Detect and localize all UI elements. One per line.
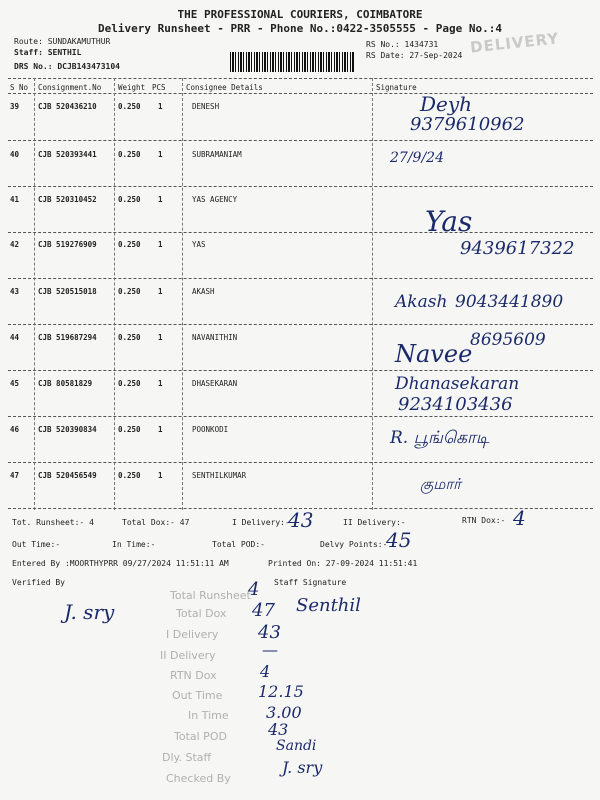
- col-sno: S No: [10, 83, 29, 92]
- stamp-value: 43: [258, 622, 281, 643]
- stamp-value: 43: [268, 720, 289, 739]
- row-pcs: 1: [158, 240, 163, 249]
- verified-by-label: Verified By: [12, 578, 65, 587]
- stamp-label: RTN Dox: [170, 669, 217, 682]
- row-phone: 9379610962: [410, 114, 525, 135]
- row-rule: [8, 186, 593, 187]
- row-pcs: 1: [158, 379, 163, 388]
- row-rule: [8, 324, 593, 325]
- in-time-label: In Time:-: [112, 540, 156, 549]
- row-consignee: DHASEKARAN: [192, 379, 238, 388]
- stamp-value: 12.15: [258, 682, 304, 701]
- i-delivery-label: I Delivery:-: [232, 518, 290, 527]
- row-rule: [8, 232, 593, 233]
- stamp-value: 3.00: [266, 703, 302, 722]
- drs-number: DRS No.: DCJB143473104: [14, 62, 120, 71]
- total-pod-label: Total POD:-: [212, 540, 265, 549]
- stamp-value: —: [262, 640, 278, 659]
- row-pcs: 1: [158, 195, 163, 204]
- rs-date: RS Date: 27-Sep-2024: [366, 51, 463, 60]
- row-pcs: 1: [158, 287, 163, 296]
- row-rule: [8, 140, 593, 141]
- col-signature: Signature: [376, 83, 417, 92]
- row-sno: 40: [10, 150, 20, 159]
- row-consignment: CJB 519687294: [38, 333, 97, 342]
- col-consignee: Consignee Details: [186, 83, 263, 92]
- row-pcs: 1: [158, 150, 163, 159]
- dly-staff-signature: Sandi: [276, 738, 317, 754]
- row-sno: 43: [10, 287, 20, 296]
- row-consignment: CJB 519276909: [38, 240, 97, 249]
- rtn-dox-label: RTN Dox:-: [462, 516, 506, 525]
- row-sno: 46: [10, 425, 20, 434]
- total-runsheet: Tot. Runsheet:- 4: [12, 518, 94, 527]
- stamp-label: Checked By: [166, 772, 231, 785]
- row-sno: 42: [10, 240, 20, 249]
- row-consignee: SUBRAMANIAM: [192, 150, 242, 159]
- row-sno: 47: [10, 471, 20, 480]
- row-phone: 8695609: [470, 330, 546, 350]
- row-sno: 41: [10, 195, 20, 204]
- row-weight: 0.250: [118, 102, 141, 111]
- runsheet-subtitle: Delivery Runsheet - PRR - Phone No.:0422-3505555 - Page No.:4: [98, 22, 502, 35]
- company-title: THE PROFESSIONAL COURIERS, COIMBATORE: [177, 8, 423, 21]
- stamp-label: In Time: [188, 709, 229, 722]
- row-consignee: AKASH: [192, 287, 215, 296]
- staff-signature-label: Staff Signature: [274, 578, 347, 587]
- stamp-value: 4: [260, 662, 271, 681]
- stamp-value: 4: [248, 579, 260, 600]
- row-sno: 39: [10, 102, 20, 111]
- row-signature: Navee: [395, 340, 473, 368]
- row-weight: 0.250: [118, 471, 141, 480]
- col-divider: [114, 78, 115, 510]
- stamp-label: Total POD: [174, 730, 227, 743]
- col-pcs: PCS: [152, 83, 166, 92]
- stamp-label: I Delivery: [166, 628, 219, 641]
- row-consignment: CJB 520393441: [38, 150, 97, 159]
- row-signature: Akash: [395, 292, 448, 312]
- staff-signature: Senthil: [296, 595, 361, 616]
- row-consignee: YAS: [192, 240, 206, 249]
- row-consignee: YAS AGENCY: [192, 195, 238, 204]
- rtn-dox-value: 4: [513, 506, 526, 530]
- row-rule: [8, 370, 593, 371]
- row-consignee: DENESH: [192, 102, 220, 111]
- row-weight: 0.250: [118, 240, 141, 249]
- row-consignment: CJB 520390834: [38, 425, 97, 434]
- row-weight: 0.250: [118, 150, 141, 159]
- stamp-label: Dly. Staff: [162, 751, 212, 764]
- ii-delivery-label: II Delivery:-: [343, 518, 406, 527]
- route-label: Route: SUNDAKAMUTHUR: [14, 37, 111, 46]
- row-signature: R. பூங்கொடி: [390, 428, 490, 448]
- stamp-label: Total Dox: [176, 607, 227, 620]
- rs-number: RS No.: 1434731: [366, 40, 439, 49]
- col-divider: [182, 78, 183, 510]
- total-dox: Total Dox:- 47: [122, 518, 190, 527]
- row-consignment: CJB 520456549: [38, 471, 97, 480]
- delvy-points-value: 45: [386, 528, 412, 552]
- row-rule: [8, 278, 593, 279]
- row-rule: [8, 416, 593, 417]
- row-sno: 45: [10, 379, 20, 388]
- col-divider: [372, 78, 373, 510]
- row-consignment: CJB 520310452: [38, 195, 97, 204]
- row-weight: 0.250: [118, 425, 141, 434]
- i-delivery-value: 43: [288, 508, 314, 532]
- col-weight: Weight: [118, 83, 146, 92]
- checked-by-signature: J. sry: [282, 758, 323, 777]
- stamp-label: Total Runsheet: [170, 589, 251, 602]
- staff-label: Staff: SENTHIL: [14, 48, 82, 57]
- row-phone: 9043441890: [455, 292, 564, 312]
- row-signature: குமார்: [420, 475, 461, 493]
- table-top-rule: [8, 78, 593, 79]
- barcode: [230, 52, 355, 72]
- verified-signature: J. sry: [64, 600, 115, 624]
- row-phone: 9439617322: [460, 238, 575, 259]
- row-signature: Dhanasekaran: [395, 374, 520, 394]
- col-consignment: Consignment.No: [38, 83, 102, 92]
- row-rule: [8, 462, 593, 463]
- col-divider: [34, 78, 35, 510]
- row-weight: 0.250: [118, 379, 141, 388]
- row-consignee: NAVANITHIN: [192, 333, 238, 342]
- row-weight: 0.250: [118, 333, 141, 342]
- row-pcs: 1: [158, 102, 163, 111]
- printed-on: Printed On: 27-09-2024 11:51:41: [268, 559, 418, 568]
- delivery-stamp: DELIVERY: [469, 29, 560, 57]
- row-signature: 27/9/24: [390, 150, 444, 166]
- row-consignment: CJB 520515018: [38, 287, 97, 296]
- row-weight: 0.250: [118, 195, 141, 204]
- stamp-label: Out Time: [172, 689, 223, 702]
- row-consignee: POONKODI: [192, 425, 229, 434]
- row-pcs: 1: [158, 333, 163, 342]
- row-signature: Deyh: [420, 92, 473, 116]
- row-consignment: CJB 520436210: [38, 102, 97, 111]
- stamp-value: 47: [252, 600, 275, 621]
- out-time-label: Out Time:-: [12, 540, 61, 549]
- row-pcs: 1: [158, 471, 163, 480]
- row-consignee: SENTHILKUMAR: [192, 471, 247, 480]
- entered-by: Entered By :MOORTHYPRR 09/27/2024 11:51:11 AM: [12, 559, 229, 568]
- delvy-points-label: Delvy Points:-: [320, 540, 388, 549]
- stamp-label: II Delivery: [160, 649, 216, 662]
- row-sno: 44: [10, 333, 20, 342]
- table-header-rule: [8, 93, 593, 94]
- row-signature: Yas: [425, 205, 473, 238]
- row-consignment: CJB 80581829: [38, 379, 93, 388]
- row-pcs: 1: [158, 425, 163, 434]
- row-phone: 9234103436: [398, 394, 513, 415]
- row-weight: 0.250: [118, 287, 141, 296]
